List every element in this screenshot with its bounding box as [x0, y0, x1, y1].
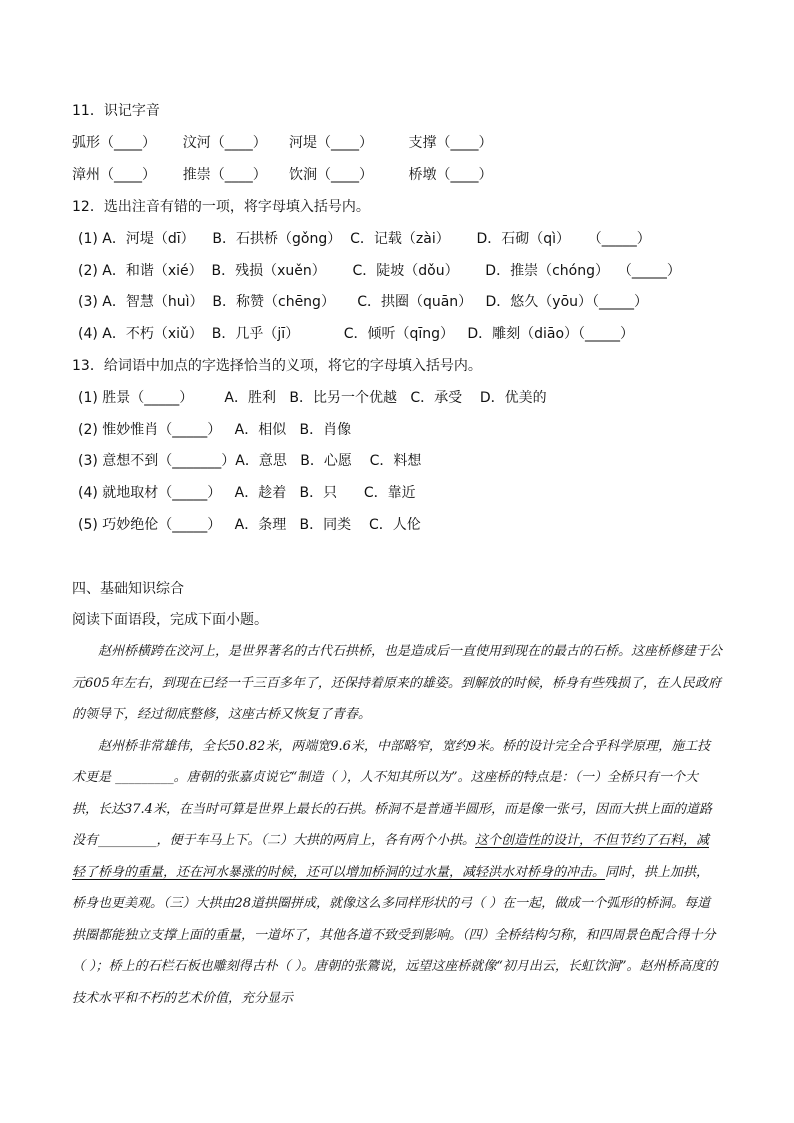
- q12-option-1: (1) A．河堤（dī） B．石拱桥（gǒng） C．记载（zài） D．石砌（qì） （_____）: [78, 231, 651, 247]
- q13-option-5: (5) 巧妙绝伦（_____） A．条理 B．同类 C．人伦: [78, 517, 421, 533]
- q12-option-2: (2) A．和谐（xié） B．残损（xuěn） C．陡坡（dǒu） D．推崇（chóng） （_____）: [78, 263, 681, 279]
- q11-title: 11．识记字音: [72, 103, 160, 119]
- passage-p2-end: 同时，拱上加拱，桥身也更美观。（三）大拱由28道拱圈拼成，就像这么多同样形状的弓（ ）在一起，做成一个弧形的桥洞。每道拱圈都能独立支撑上面的重量，一道坏了，其他各道不致受到影响。（四）全桥结构匀称，和四周景色配合得十分（ ）；桥上的石栏石板也雕刻得古朴（ ）。唐朝的张鷟说，远望这座桥就像“初月出云，长虹饮涧”。赵州桥高度的技术水平和不朽的艺术价值，充分显示: [72, 864, 718, 1006]
- q13-option-1: (1) 胜景（_____） A．胜利 B．比另一个优越 C．承受 D．优美的: [78, 390, 547, 406]
- q13-option-3: (3) 意想不到（_______）A．意思 B．心愿 C．料想: [78, 453, 422, 469]
- q11-row-1: 弧形（____） 汶河（____） 河堤（____） 支撑（____）: [72, 135, 493, 151]
- q12-option-4: (4) A．不朽（xiǔ） B．几乎（jī） C．倾听（qīng） D．雕刻（diāo）（_____）: [78, 326, 635, 342]
- q13-option-4: (4) 就地取材（_____） A．趁着 B．只 C．靠近: [78, 485, 416, 501]
- reading-passage: [72, 636, 722, 1014]
- section-instruction: 阅读下面语段，完成下面小题。: [72, 612, 268, 628]
- q13-title: 13．给词语中加点的字选择恰当的义项，将它的字母填入括号内。: [72, 358, 482, 374]
- q13-option-2: (2) 惟妙惟肖（_____） A．相似 B．肖像: [78, 422, 352, 438]
- underlined-sentence: 这个创造性的设计，不但节约了石料，减轻了桥身的重量，还在河水暴涨的时候，还可以增加桥洞的过水量，减轻洪水对桥身的冲击。: [72, 833, 710, 880]
- section-heading: 四、基础知识综合: [72, 581, 184, 597]
- q12-title: 12．选出注音有错的一项，将字母填入括号内。: [72, 199, 370, 215]
- q12-option-3: (3) A．智慧（huì） B．称赞（chēng） C．拱圈（quān） D．悠久（yōu）（_____）: [78, 294, 649, 310]
- q11-row-2: 漳州（____） 推崇（____） 饮涧（____） 桥墩（____）: [72, 167, 493, 183]
- passage-paragraph-1: 赵州桥横跨在洨河上，是世界著名的古代石拱桥，也是造成后一直使用到现在的最古的石桥。这座桥修建于公元605年左右，到现在已经一千三百多年了，还保持着原来的雄姿。到解放的时候，桥身有些残损了，在人民政府的领导下，经过彻底整修，这座古桥又恢复了青春。: [72, 644, 723, 722]
- passage-p2-start: 赵州桥非常雄伟，全长50.82米，两端宽9.6米，中部略窄，宽约9米。桥的设计完全合乎科学原理，施工技术更是 _________。唐朝的张嘉贞说它“制造（ ），人不知其所以为”。这座桥的特点是：（一）全桥只有一个大拱，长达37.4米，在当时可算是世界上最长的石拱。桥洞不是普通半圆形，而是像一张弓，因而大拱上面的道路没有_________，便于车马上下。（二）大拱的两肩上，各有两个小拱。: [72, 738, 712, 848]
- passage-paragraph-2: [72, 731, 722, 1015]
